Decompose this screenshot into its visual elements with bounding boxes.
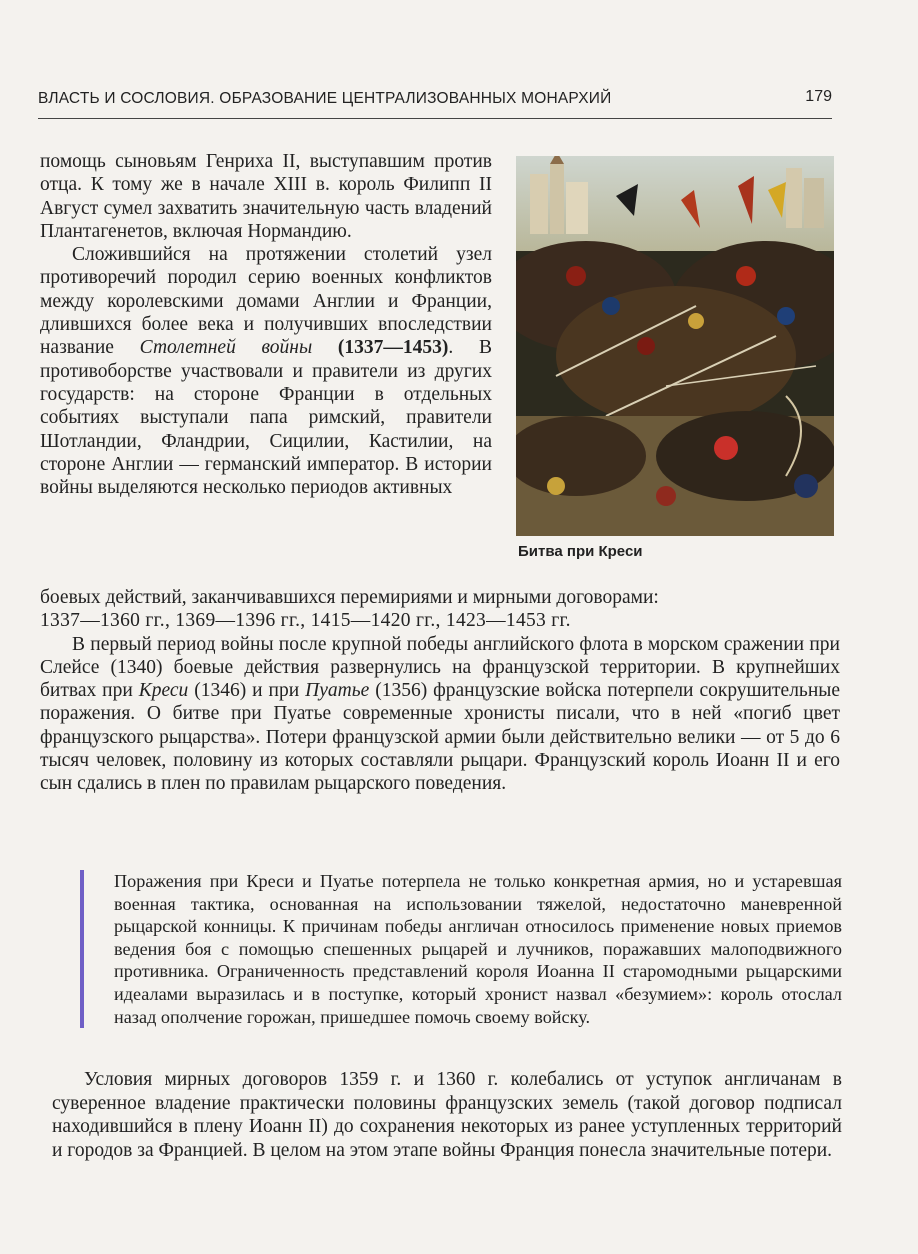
text-run: (1356) французские войска потерпели сокрушительные поражения. О битве при Пуатье современные хронисты писали, что в ней «погиб цвет французского рыцарства». Потери французской армии были действительно велики — от 5 до 6 тысяч человек, половину из которых составляли рыцари. Французский король Иоанн II и его сын сдались в плен по правилам рыцарского поведения. <box>40 680 841 795</box>
sidebar-note <box>80 870 842 1028</box>
battle-illustration <box>516 156 834 536</box>
page-number: 179 <box>805 88 832 105</box>
term-kresi: Креси <box>138 680 189 702</box>
war-periods: 1337—1360 гг., 1369—1396 гг., 1415—1420 гг., 1423—1453 гг. <box>40 610 571 632</box>
running-head: ВЛАСТЬ И СОСЛОВИЯ. ОБРАЗОВАНИЕ ЦЕНТРАЛИЗОВАННЫХ МОНАРХИЙ <box>38 90 612 107</box>
paragraph-continuation: боевых действий, заканчивавшихся перемириями и мирными договорами: <box>40 587 659 608</box>
term-hundred-years-war: Столетней войны <box>139 337 313 359</box>
text-full-width <box>52 1068 842 1162</box>
paragraph <box>40 243 492 499</box>
text-run: Сложившийся на протяжении столетий узел противоречий породил серию военных конфликтов между королевскими домами Англии и Франции, длившихся более века и получивших впоследствии название <box>40 244 492 359</box>
text-full-width <box>40 586 840 796</box>
war-dates: (1337—1453) <box>312 337 449 359</box>
term-puatie: Пуатье <box>305 680 370 702</box>
paragraph: помощь сыновьям Генриха II, выступавшим против отца. К тому же в начале XIII в. король Филипп II Август сумел захватить значительную часть владений Плантагенетов, включая Нормандию. <box>40 151 492 242</box>
figure-caption: Битва при Креси <box>518 543 643 560</box>
paragraph: Условия мирных договоров 1359 г. и 1360 г. колебались от уступок англичанам в суверенное владение практически половины французских земель (такой договор подписал находившийся в плену Иоанн II) до сохранения некоторых из ранее уступленных территорий и городов за Францией. В целом на этом этапе войны Франция понесла значительные потери. <box>52 1069 842 1161</box>
text-run: (1346) и при <box>188 680 306 702</box>
text-run: . В противоборстве участвовали и правители из других государств: на стороне Франции в отдельных событиях выступали папа римский, правители Шотландии, Фландрии, Сицилии, Кастилии, на стороне Англии — германский император. В истории войны выделяются несколько периодов активных <box>40 337 492 499</box>
text-run: В первый период войны после крупной победы английского флота в морском сражении при Слейсе (1340) боевые действия развернулись на французской территории. В крупнейших битвах при <box>40 633 840 702</box>
text-column <box>40 150 492 499</box>
battle-of-crecy-miniature <box>516 156 834 536</box>
paragraph <box>40 633 840 796</box>
page-header <box>38 84 832 119</box>
sidebar-text: Поражения при Креси и Пуатье потерпела не только конкретная армия, но и устаревшая военная тактика, основанная на использовании тяжелой, недостаточно маневренной рыцарской конницы. К причинам победы англичан относилось применение новых приемов ведения боя с помощью спешенных рыцарей и лучников, поражавших малоподвижного противника. Ограниченность представлений короля Иоанна II старомодными рыцарскими идеалами выразилась и в поступке, который хронист назвал «безумием»: король отослал назад ополчение горожан, пришедшее помочь своему войску. <box>114 871 842 1027</box>
